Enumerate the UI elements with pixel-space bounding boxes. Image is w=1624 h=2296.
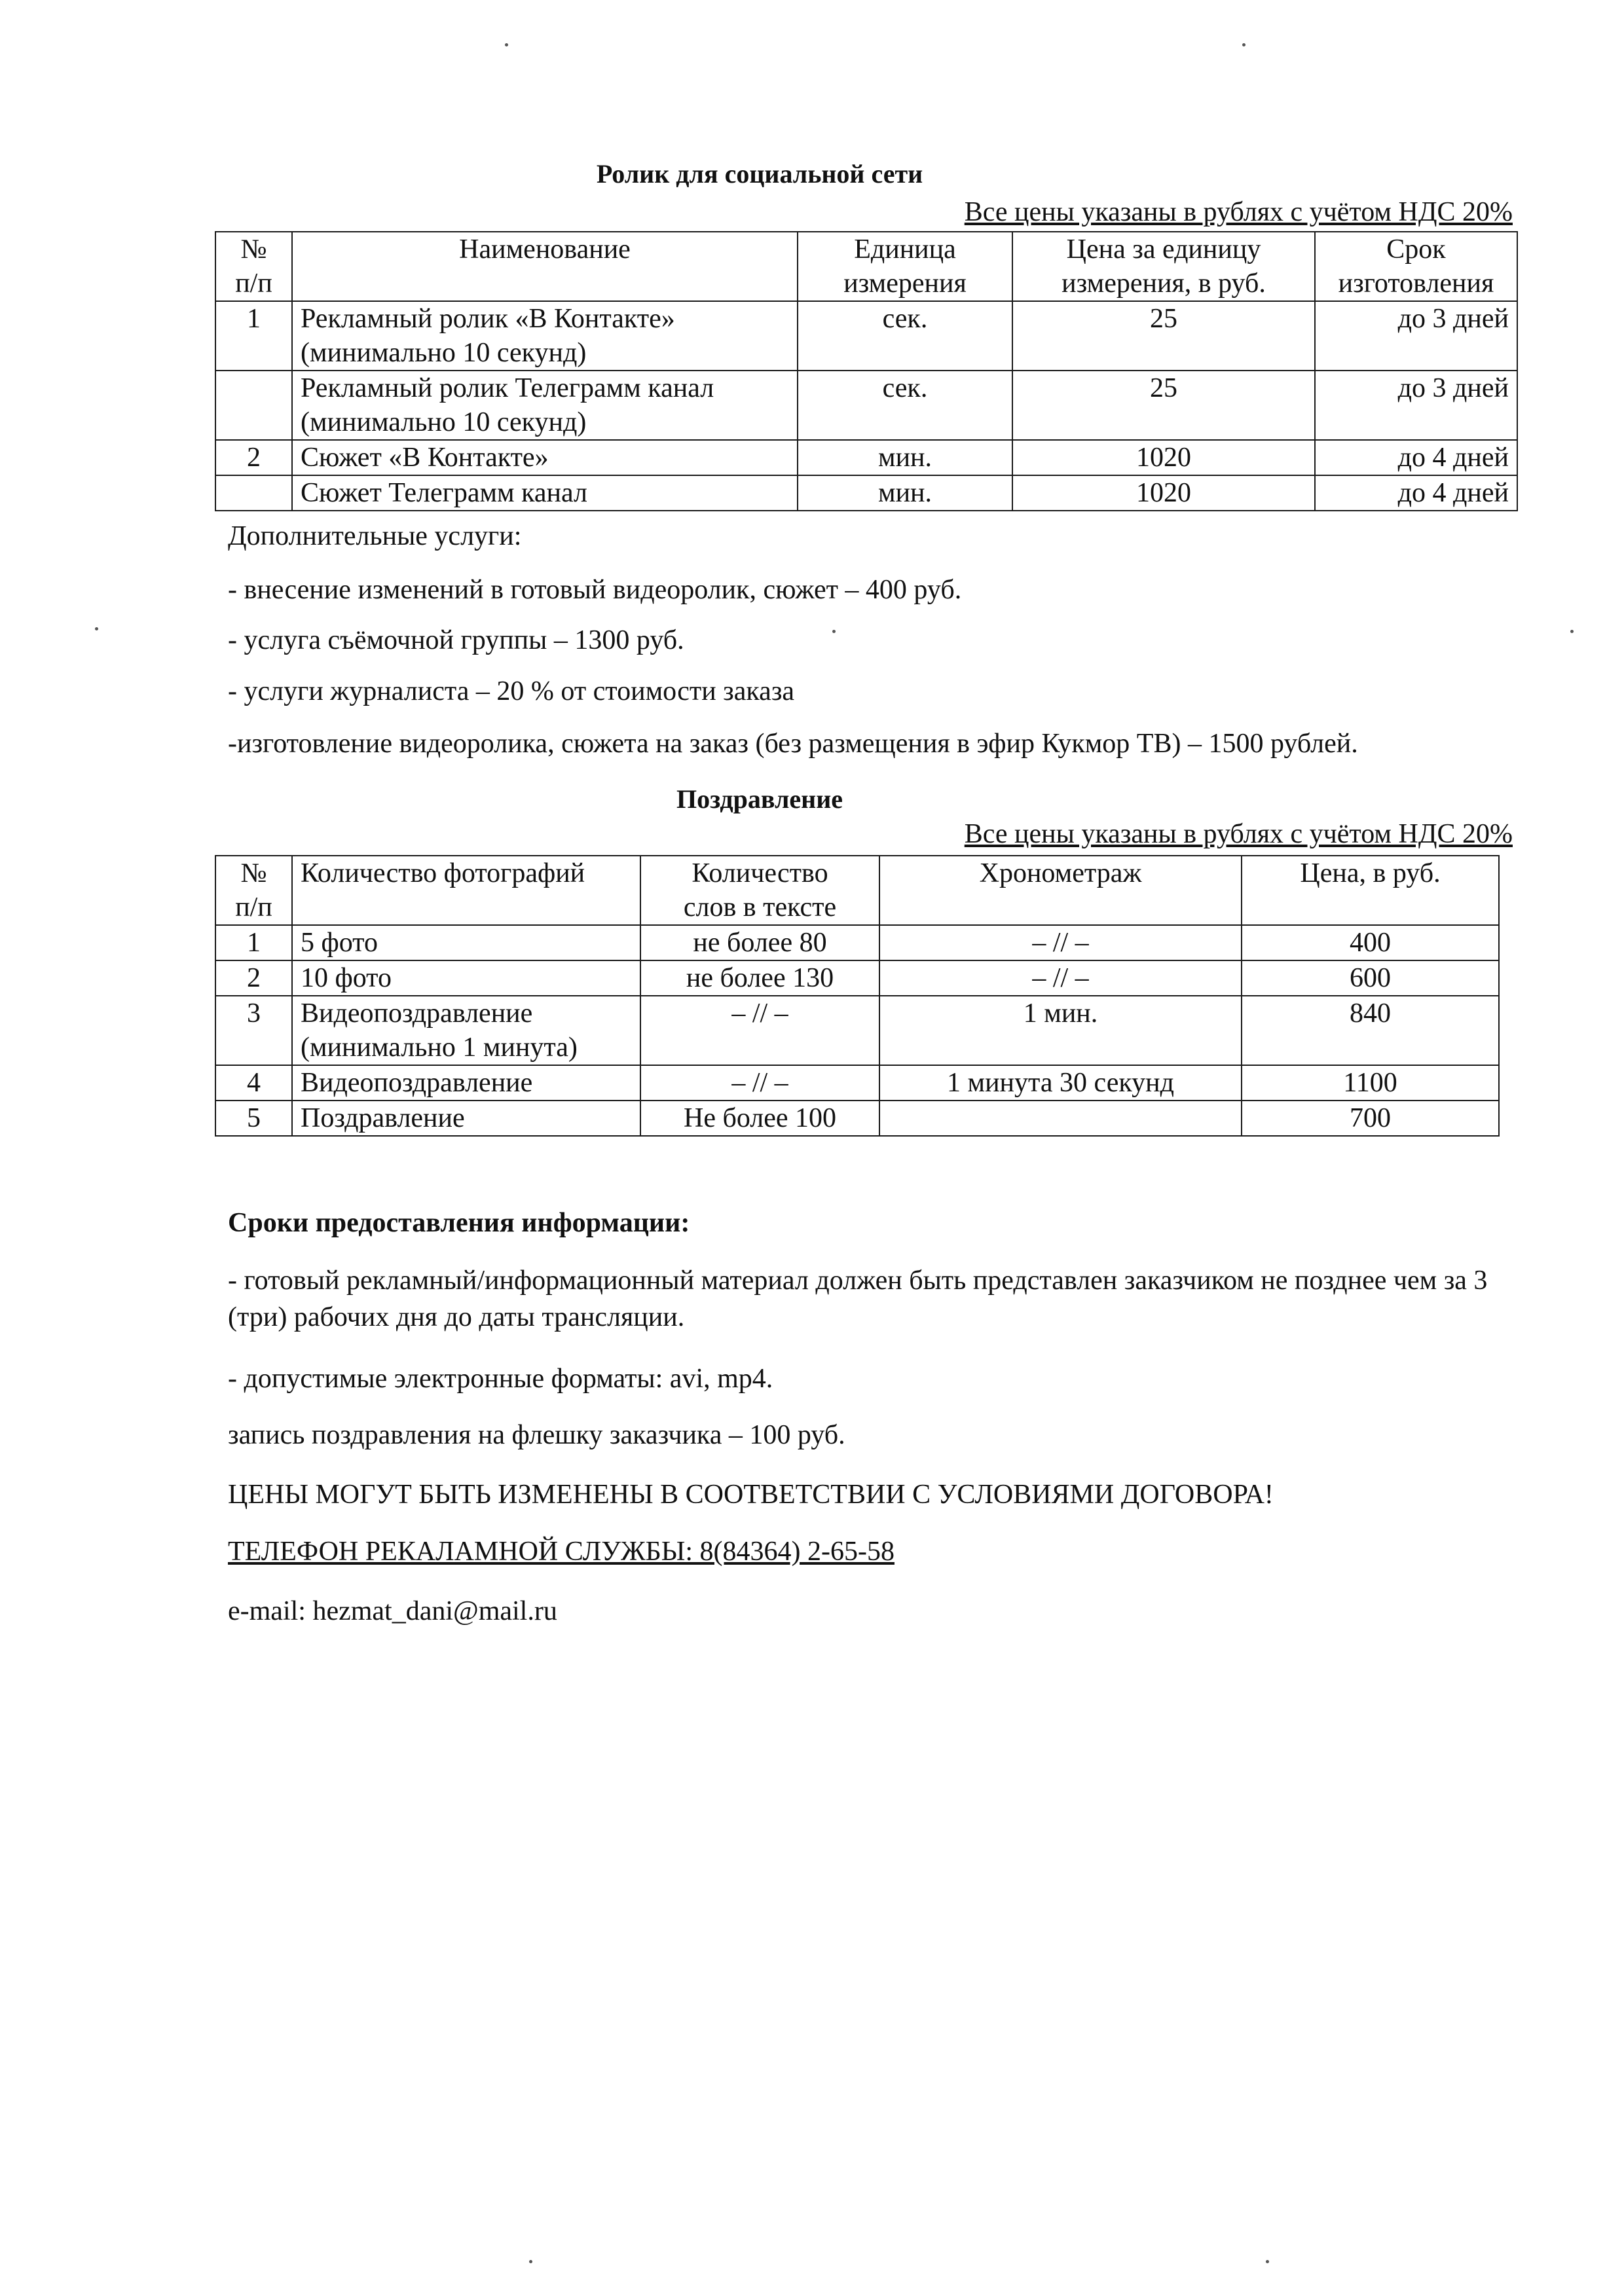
section1-title: Ролик для социальной сети	[596, 159, 923, 189]
row-photos: Видеопоздравление	[292, 1065, 640, 1101]
row-duration: 1 минута 30 секунд	[879, 1065, 1242, 1101]
row-duration: 1 мин.	[879, 996, 1242, 1065]
section2-vat-note: Все цены указаны в рублях с учётом НДС 20%	[964, 819, 1513, 849]
row-photos: 10 фото	[292, 960, 640, 996]
table-row	[215, 301, 1517, 371]
header-num: № п/п	[215, 232, 292, 301]
terms-item: - допустимые электронные форматы: avi, mp4.	[228, 1364, 773, 1394]
scan-speck	[1570, 630, 1574, 633]
scan-speck	[1266, 2260, 1269, 2263]
row-photos: Поздравление	[292, 1101, 640, 1136]
ad-phone: ТЕЛЕФОН РЕКАЛАМНОЙ СЛУЖБЫ: 8(84364) 2-65-58	[228, 1537, 895, 1567]
table-row	[215, 371, 1517, 440]
row-price: 1100	[1242, 1065, 1499, 1101]
terms-item: запись поздравления на флешку заказчика – 100 руб.	[228, 1420, 845, 1450]
extras-item: - внесение изменений в готовый видеоролик, сюжет – 400 руб.	[228, 575, 962, 605]
row-duration	[879, 1101, 1242, 1136]
header-price: Цена за единицу измерения, в руб.	[1012, 232, 1315, 301]
row-num: 2	[215, 960, 292, 996]
row-price: 1020	[1012, 440, 1315, 475]
row-name: Рекламный ролик «В Контакте» (минимально 10 секунд)	[292, 301, 798, 371]
scan-speck	[1242, 43, 1246, 46]
row-term: до 3 дней	[1315, 301, 1517, 371]
row-num: 1	[215, 925, 292, 960]
table-row	[215, 1101, 1499, 1136]
table-header-row	[215, 856, 1499, 925]
section1-vat-note: Все цены указаны в рублях с учётом НДС 20%	[964, 197, 1513, 227]
row-term: до 4 дней	[1315, 475, 1517, 511]
header-num: № п/п	[215, 856, 292, 925]
greeting-price-table	[215, 855, 1500, 1137]
row-unit: мин.	[798, 440, 1012, 475]
table-header-row	[215, 232, 1517, 301]
row-num	[215, 475, 292, 511]
header-unit: Единица измерения	[798, 232, 1012, 301]
row-num	[215, 371, 292, 440]
row-name: Рекламный ролик Телеграмм канал (минимально 10 секунд)	[292, 371, 798, 440]
contact-email: e-mail: hezmat_dani@mail.ru	[228, 1596, 557, 1626]
extras-item: -изготовление видеоролика, сюжета на заказ (без размещения в эфир Кукмор ТВ) – 1500 рублей.	[228, 729, 1358, 759]
row-num: 2	[215, 440, 292, 475]
row-num: 5	[215, 1101, 292, 1136]
row-price: 1020	[1012, 475, 1315, 511]
table-row	[215, 475, 1517, 511]
row-price: 600	[1242, 960, 1499, 996]
terms-heading: Сроки предоставления информации:	[228, 1208, 690, 1238]
extras-heading: Дополнительные услуги:	[228, 521, 522, 551]
row-term: до 4 дней	[1315, 440, 1517, 475]
extras-item: - услуги журналиста – 20 % от стоимости заказа	[228, 676, 795, 706]
table-row	[215, 925, 1499, 960]
scan-speck	[529, 2260, 532, 2263]
row-photos: Видеопоздравление (минимально 1 минута)	[292, 996, 640, 1065]
scan-speck	[832, 630, 836, 633]
row-duration: – // –	[879, 960, 1242, 996]
row-photos: 5 фото	[292, 925, 640, 960]
row-unit: сек.	[798, 301, 1012, 371]
table-row	[215, 960, 1499, 996]
row-price: 25	[1012, 301, 1315, 371]
extras-item: - услуга съёмочной группы – 1300 руб.	[228, 625, 684, 655]
row-unit: мин.	[798, 475, 1012, 511]
header-term: Срок изготовления	[1315, 232, 1517, 301]
row-words: не более 80	[640, 925, 879, 960]
row-price: 840	[1242, 996, 1499, 1065]
header-duration: Хронометраж	[879, 856, 1242, 925]
price-change-warning: ЦЕНЫ МОГУТ БЫТЬ ИЗМЕНЕНЫ В СООТВЕТСТВИИ С УСЛОВИЯМИ ДОГОВОРА!	[228, 1480, 1274, 1510]
section2-title: Поздравление	[676, 784, 843, 814]
row-name: Сюжет Телеграмм канал	[292, 475, 798, 511]
row-words: – // –	[640, 996, 879, 1065]
row-words: – // –	[640, 1065, 879, 1101]
row-name: Сюжет «В Контакте»	[292, 440, 798, 475]
row-num: 1	[215, 301, 292, 371]
header-words: Количество слов в тексте	[640, 856, 879, 925]
row-num: 3	[215, 996, 292, 1065]
social-video-price-table	[215, 231, 1518, 511]
row-duration: – // –	[879, 925, 1242, 960]
row-words: Не более 100	[640, 1101, 879, 1136]
row-price: 700	[1242, 1101, 1499, 1136]
terms-item: - готовый рекламный/информационный материал должен быть представлен заказчиком не позднее чем за 3 (три) рабочих дня до даты трансляции.	[228, 1266, 1488, 1332]
row-price: 400	[1242, 925, 1499, 960]
table-row	[215, 1065, 1499, 1101]
table-row	[215, 996, 1499, 1065]
row-term: до 3 дней	[1315, 371, 1517, 440]
header-name: Наименование	[292, 232, 798, 301]
row-price: 25	[1012, 371, 1315, 440]
row-unit: сек.	[798, 371, 1012, 440]
header-price: Цена, в руб.	[1242, 856, 1499, 925]
header-photos: Количество фотографий	[292, 856, 640, 925]
table-row	[215, 440, 1517, 475]
row-words: не более 130	[640, 960, 879, 996]
row-num: 4	[215, 1065, 292, 1101]
scan-speck	[505, 43, 508, 46]
scan-speck	[95, 627, 98, 630]
